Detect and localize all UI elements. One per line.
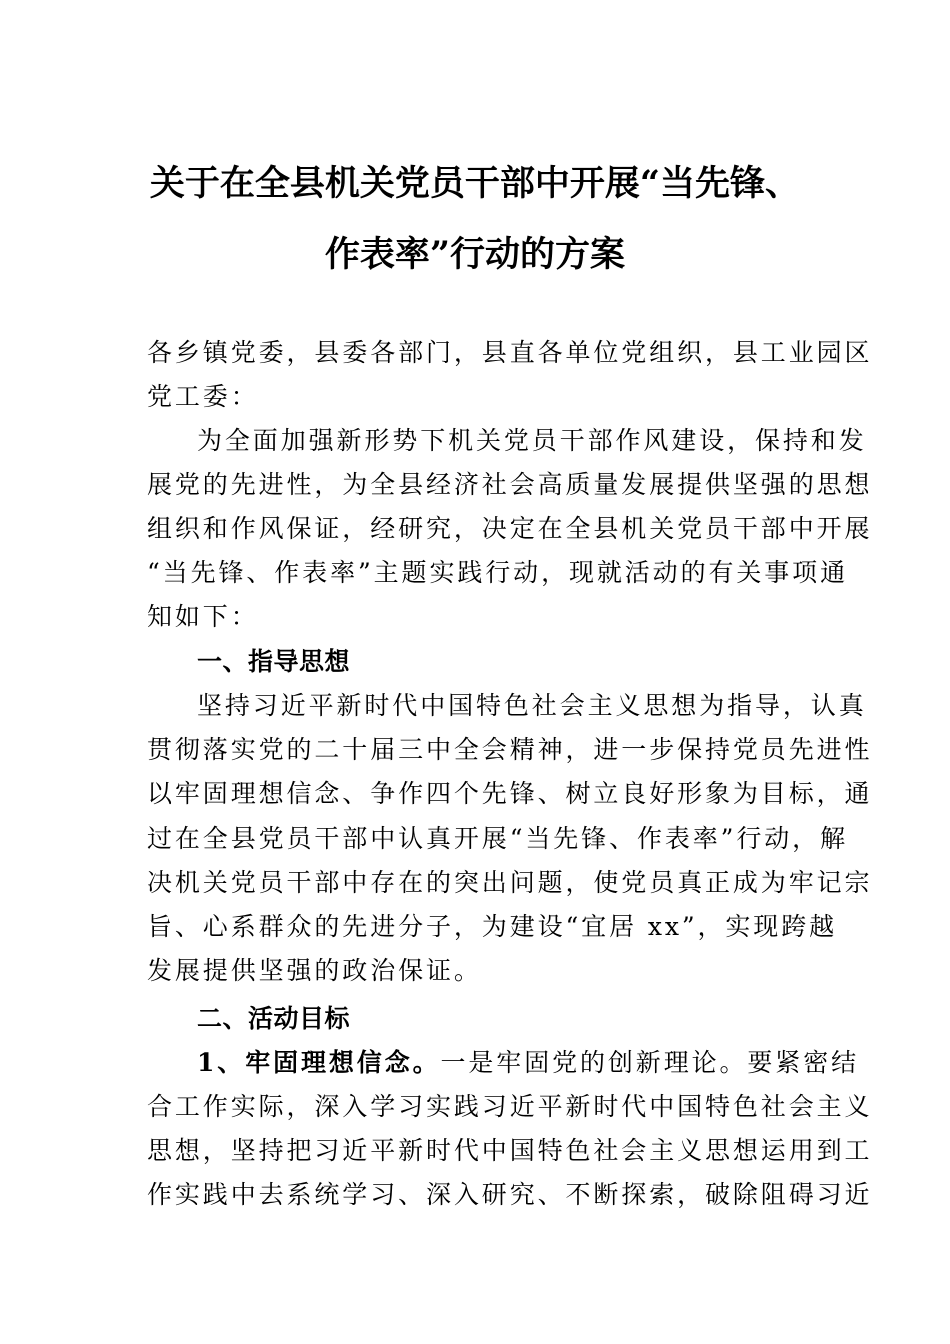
document-title-line-2: 作表率”行动的方案 bbox=[324, 234, 626, 275]
section-1-line-7: 发展提供坚强的政治保证。 bbox=[147, 956, 482, 985]
section-2-item-1-line-4: 作实践中去系统学习、深入研究、不断探索，破除阻碍习近 bbox=[147, 1180, 873, 1209]
intro-line-3: 组织和作风保证，经研究，决定在全县机关党员干部中开展 bbox=[147, 514, 873, 543]
intro-line-4: “当先锋、作表率”主题实践行动，现就活动的有关事项通 bbox=[147, 558, 848, 587]
item-1-first-text: 一是牢固党的创新理论。要紧密结 bbox=[440, 1048, 860, 1077]
salutation-line-2: 党工委： bbox=[147, 382, 259, 411]
salutation-line-1: 各乡镇党委，县委各部门，县直各单位党组织，县工业园区 bbox=[147, 338, 873, 367]
section-1-line-4: 过在全县党员干部中认真开展“当先锋、作表率”行动，解 bbox=[147, 824, 848, 853]
section-2-item-1-line-1 bbox=[197, 1050, 859, 1075]
item-1-label: 1、牢固理想信念。 bbox=[197, 1048, 441, 1077]
intro-line-5: 知如下： bbox=[147, 602, 259, 631]
section-2-heading: 二、活动目标 bbox=[197, 1004, 351, 1033]
section-2-item-1-line-3: 思想，坚持把习近平新时代中国特色社会主义思想运用到工 bbox=[147, 1136, 873, 1165]
document-title-line-1: 关于在全县机关党员干部中开展“当先锋、 bbox=[149, 163, 801, 204]
intro-line-1: 为全面加强新形势下机关党员干部作风建设，保持和发 bbox=[197, 426, 867, 455]
section-2-item-1-line-2: 合工作实际，深入学习实践习近平新时代中国特色社会主义 bbox=[147, 1092, 873, 1121]
section-1-line-6: 旨、心系群众的先进分子，为建设“宜居 xx”，实现跨越 bbox=[147, 912, 838, 941]
section-1-line-5: 决机关党员干部中存在的突出问题，使党员真正成为牢记宗 bbox=[147, 868, 873, 897]
intro-line-2: 展党的先进性，为全县经济社会高质量发展提供坚强的思想 bbox=[147, 470, 873, 499]
section-1-line-1: 坚持习近平新时代中国特色社会主义思想为指导，认真 bbox=[197, 691, 867, 720]
section-1-line-2: 贯彻落实党的二十届三中全会精神，进一步保持党员先进性 bbox=[147, 735, 873, 764]
section-1-heading: 一、指导思想 bbox=[197, 647, 351, 676]
section-1-line-3: 以牢固理想信念、争作四个先锋、树立良好形象为目标，通 bbox=[147, 779, 873, 808]
